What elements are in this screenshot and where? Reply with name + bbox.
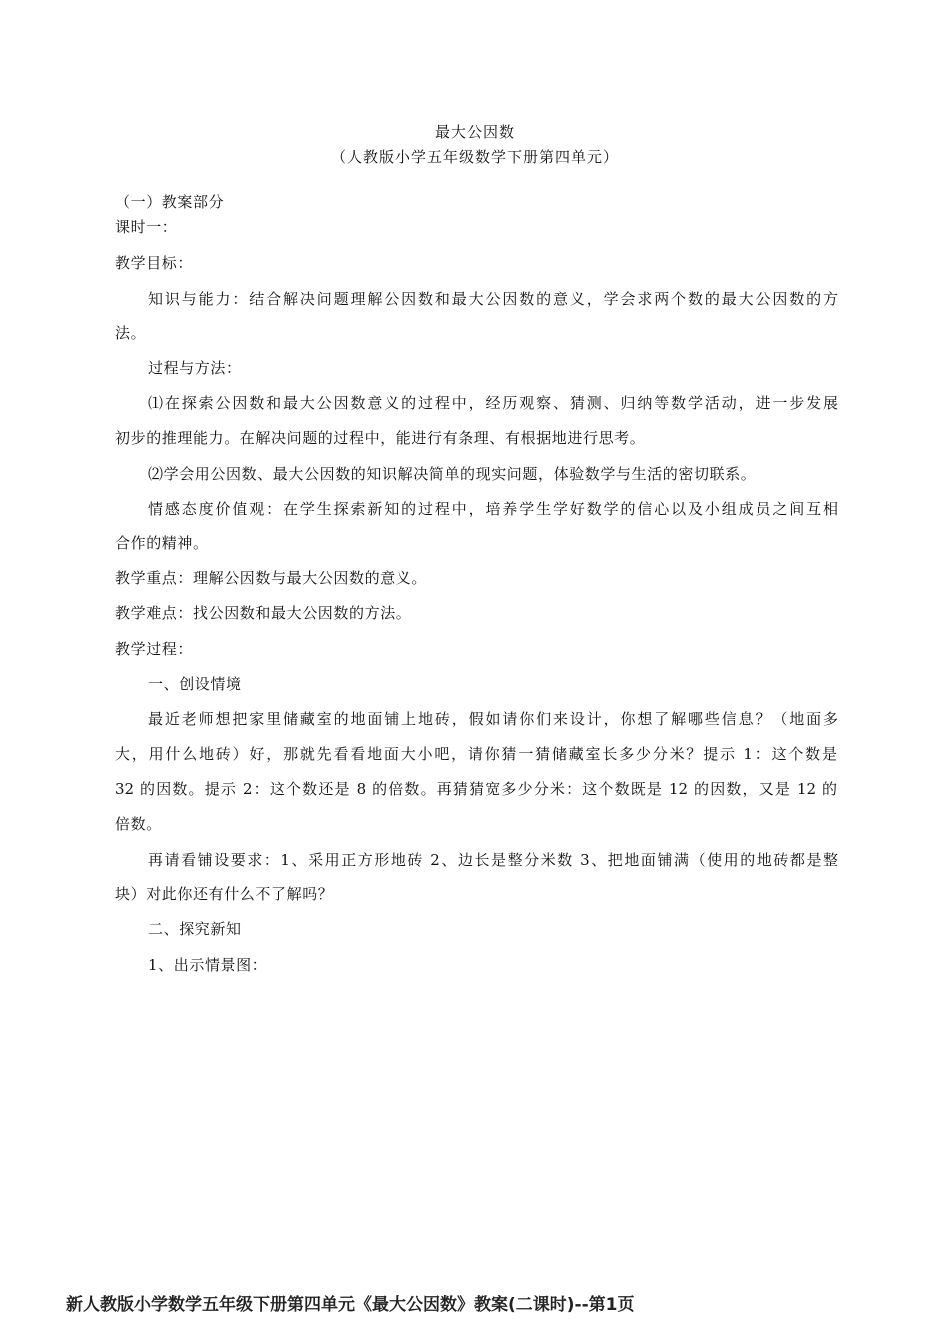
page-footer: 新人教版小学数学五年级下册第四单元《最大公因数》教案(二课时)--第1页	[66, 1295, 635, 1315]
step-heading: 一、创设情境	[148, 675, 242, 693]
paragraph-line: 知识与能力：结合解决问题理解公因数和最大公因数的意义，学会求两个数的最大公因数的方	[148, 290, 838, 308]
key-point-line: 教学重点：理解公因数与最大公因数的意义。	[115, 569, 428, 587]
paragraph-line: 最近老师想把家里储藏室的地面铺上地砖，假如请你们来设计，你想了解哪些信息？（地面多	[148, 710, 838, 728]
paragraph-line: 法。	[115, 324, 147, 342]
document-title: 最大公因数	[434, 123, 515, 141]
step-heading: 二、探究新知	[148, 920, 242, 938]
paragraph-line: ⑵学会用公因数、最大公因数的知识解决简单的现实问题，体验数学与生活的密切联系。	[148, 465, 757, 483]
paragraph-line: 情感态度价值观：在学生探索新知的过程中，培养学生学好数学的信心以及小组成员之间互相	[148, 500, 838, 518]
objectives-heading: 教学目标：	[115, 254, 194, 272]
paragraph-line: 倍数。	[115, 815, 162, 833]
paragraph-line: 32 的因数。提示 2：这个数还是 8 的倍数。再猜猜宽多少分米：这个数既是 12 的因数，又是 12 的	[115, 780, 837, 798]
lesson-label: 课时一：	[115, 218, 178, 236]
paragraph-line: 大，用什么地砖）好，那就先看看地面大小吧，请你猜一猜储藏室长多少分米？提示 1：这个数是	[115, 745, 837, 763]
process-heading: 教学过程：	[115, 640, 194, 658]
document-subtitle: （人教版小学五年级数学下册第四单元）	[330, 148, 619, 166]
section-heading: （一）教案部分	[115, 193, 225, 211]
paragraph-line: 初步的推理能力。在解决问题的过程中，能进行有条理、有根据地进行思考。	[115, 429, 646, 447]
process-method-heading: 过程与方法：	[148, 359, 242, 377]
paragraph-line: ⑴在探索公因数和最大公因数意义的过程中，经历观察、猜测、归纳等数学活动，进一步发展	[148, 394, 838, 412]
paragraph-line: 再请看铺设要求：1、采用正方形地砖 2、边长是整分米数 3、把地面铺满（使用的地砖都是整	[148, 851, 838, 869]
difficulty-line: 教学难点：找公因数和最大公因数的方法。	[115, 604, 412, 622]
paragraph-line: 块）对此你还有什么不了解吗？	[115, 885, 334, 903]
paragraph-line: 合作的精神。	[115, 534, 209, 552]
step-item: 1、出示情景图：	[148, 956, 268, 974]
